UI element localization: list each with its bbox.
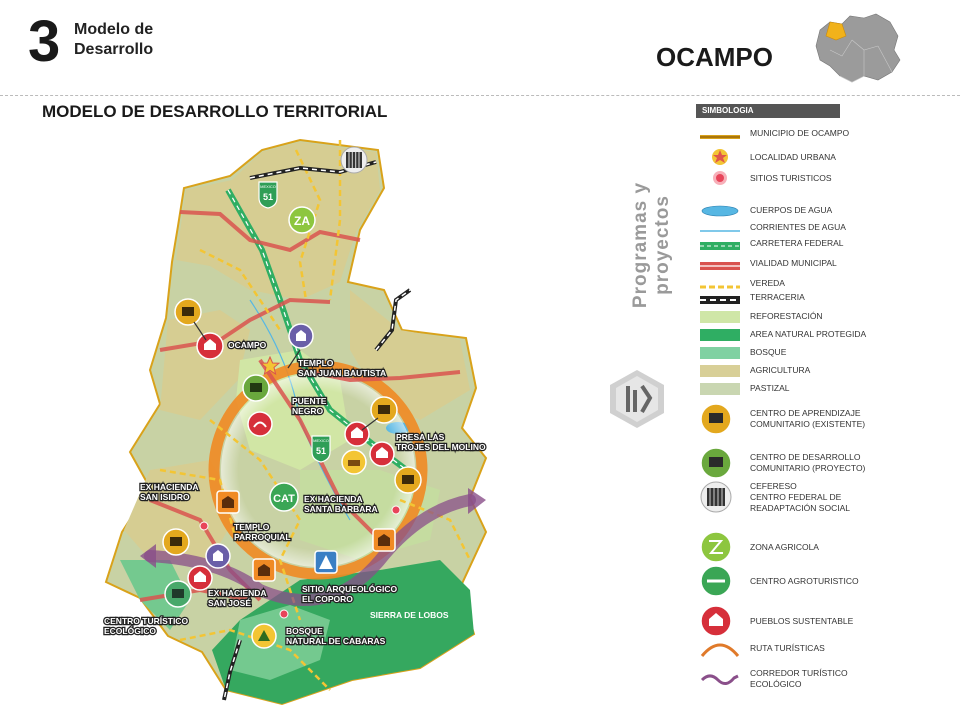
star-icon: [700, 148, 740, 166]
territorial-map: [0, 120, 610, 720]
legend-item-label: AGRICULTURA: [750, 364, 811, 375]
map-label-text: TEMPLO: [298, 358, 334, 368]
legend-item-label: CORRIENTES DE AGUA: [750, 222, 846, 232]
map-label-text: SAN ISIDRO: [140, 492, 190, 502]
village-icon: [370, 442, 394, 466]
map-label-text: NATURAL DE CABARAS: [286, 636, 386, 646]
highway-line-swatch: [700, 238, 740, 248]
village-icon: [345, 422, 369, 446]
legend-item-label: ZONA AGRICOLA: [750, 541, 819, 552]
dot-icon: [700, 170, 740, 186]
cac-icon: [175, 299, 201, 325]
map-label-text: NEGRO: [292, 406, 324, 416]
pyramid-icon: [315, 551, 337, 573]
map-label-text: EX HACIENDA: [140, 482, 199, 492]
legend-item-label: VEREDA: [750, 278, 785, 288]
map-label-text: TROJES DEL MOLINO: [396, 442, 486, 452]
map-label-text: ECOLÓGICO: [104, 626, 156, 636]
map-label-text: TEMPLO: [234, 522, 270, 532]
programs-emblem-icon: [606, 368, 668, 430]
route-arc: [700, 638, 740, 658]
road-line-swatch: [700, 258, 740, 268]
chapter-number: 3: [28, 9, 61, 74]
legend-swatch: [700, 364, 740, 376]
cat-icon: [700, 564, 740, 598]
forest-site-icon: [252, 624, 276, 648]
state-locator-map: [812, 10, 902, 86]
village-icon: [197, 333, 223, 359]
cdc-icon: [165, 581, 191, 607]
legend-item-label: SITIOS TURISTICOS: [750, 172, 832, 183]
map-label-presa-las-trojes-del-molino: [396, 432, 486, 452]
tourist-site-dot: [200, 522, 208, 530]
programas-vertical-title: Programas y proyectos: [630, 181, 673, 309]
eco-corridor-arrow-east: [468, 488, 486, 514]
legend-item-label: CENTRO AGROTURISTICO: [750, 575, 859, 586]
legend-item-label: VIALIDAD MUNICIPAL: [750, 258, 837, 268]
legend-item-label: PASTIZAL: [750, 382, 790, 393]
cat-badge-text: CAT: [273, 493, 295, 505]
chapter-title-line1: Modelo de: [74, 21, 154, 38]
map-label-text: SANTA BARBARA: [304, 504, 378, 514]
header-divider: [0, 95, 960, 96]
legend-header: SIMBOLOGIA: [696, 104, 840, 118]
tourist-site-dot: [392, 506, 400, 514]
map-label-text: SIERRA DE LOBOS: [370, 610, 449, 620]
prison-icon: [700, 480, 740, 514]
legend-item-label: CARRETERA FEDERAL: [750, 238, 844, 248]
cac-icon: [163, 529, 189, 555]
cac-icon: [700, 402, 740, 436]
map-label-text: SITIO ARQUEOLÓGICO: [302, 584, 398, 594]
cdc-icon: [700, 446, 740, 480]
map-label-text: PUENTE: [292, 396, 327, 406]
shield-number-north: 51: [262, 192, 274, 202]
section-title: MODELO DE DESARROLLO TERRITORIAL: [42, 102, 388, 121]
corridor-wave: [700, 668, 740, 688]
cdc-icon: [243, 375, 269, 401]
cac-icon: [395, 467, 421, 493]
tourist-site-dot: [280, 610, 288, 618]
map-label-ocampo: [228, 340, 267, 350]
chapter-title: [74, 20, 153, 60]
legend-item-label: MUNICIPIO DE OCAMPO: [750, 128, 850, 138]
legend-item-label: LOCALIDAD URBANA: [750, 151, 836, 162]
map-label-text: SAN JOSÉ: [208, 598, 251, 608]
za-badge: [289, 207, 315, 233]
church-icon: [206, 544, 230, 568]
church-icon: [289, 324, 313, 348]
map-label-text: CENTRO TURÍSTICO: [104, 616, 189, 626]
legend-swatch: [700, 346, 740, 358]
highway-shield-51-north: [259, 182, 277, 208]
legend-swatch: [700, 382, 740, 394]
legend-item-label: CEFERESO CENTRO FEDERAL DE READAPTACIÓN SOCIAL: [750, 480, 850, 513]
hacienda-icon: [253, 559, 275, 581]
legend-item-label: AREA NATURAL PROTEGIDA: [750, 328, 867, 339]
water-body: [700, 204, 740, 216]
shield-caption-central: MEXICO: [313, 438, 329, 443]
legend: [696, 104, 956, 689]
bridge-icon: [248, 412, 272, 436]
hacienda-icon: [217, 491, 239, 513]
chapter-title-line2: Desarrollo: [74, 41, 154, 58]
map-label-text: BOSQUE: [286, 626, 323, 636]
highway-shield-51-central: [312, 436, 330, 462]
boundary-line-swatch: [700, 128, 740, 136]
hacienda-icon: [373, 529, 395, 551]
cac-icon: [371, 397, 397, 423]
za-badge-text: ZA: [294, 214, 310, 228]
municipality-name: OCAMPO: [656, 42, 773, 72]
map-label-text: EL COPORO: [302, 594, 353, 604]
legend-item-label: CENTRO DE DESARROLLO COMUNITARIO (PROYECTO): [750, 452, 866, 473]
map-label-text: EX HACIENDA: [304, 494, 363, 504]
legend-item-label: TERRACERIA: [750, 292, 805, 302]
legend-swatch: [700, 328, 740, 340]
legend-item-label: CUERPOS DE AGUA: [750, 204, 833, 215]
village-icon: [188, 566, 212, 590]
map-label-text: PRESA LAS: [396, 432, 445, 442]
map-label-text: PARROQUIAL: [234, 532, 291, 542]
legend-item-label: BOSQUE: [750, 346, 787, 357]
map-label-sierra-de-lobos: [370, 610, 449, 620]
legend-item-label: CENTRO DE APRENDIZAJE COMUNITARIO (EXISTENTE): [750, 408, 866, 429]
map-label-puente-negro: [292, 396, 327, 416]
legend-item-label: REFORESTACIÓN: [750, 310, 823, 321]
dirt-road-line-swatch: [700, 292, 740, 302]
za-icon: [700, 530, 740, 564]
map-label-text: OCAMPO: [228, 340, 267, 350]
cat-badge: [270, 483, 298, 511]
legend-item-label: PUEBLOS SUSTENTABLE: [750, 615, 854, 626]
map-label-text: EX HACIENDA: [208, 588, 267, 598]
dam-icon: [342, 450, 366, 474]
shield-number-central: 51: [315, 446, 327, 456]
map-label-text: SAN JUAN BAUTISTA: [298, 368, 387, 378]
legend-item-label: RUTA TURÍSTICAS: [750, 642, 825, 653]
legend-swatch: [700, 310, 740, 322]
water-line-swatch: [700, 222, 740, 230]
cefereso-icon: [341, 147, 367, 173]
shield-caption-north: MEXICO: [260, 184, 276, 189]
legend-item-label: CORREDOR TURÍSTICO ECOLÓGICO: [750, 668, 848, 689]
path-line-swatch: [700, 278, 740, 286]
village-icon: [700, 604, 740, 638]
